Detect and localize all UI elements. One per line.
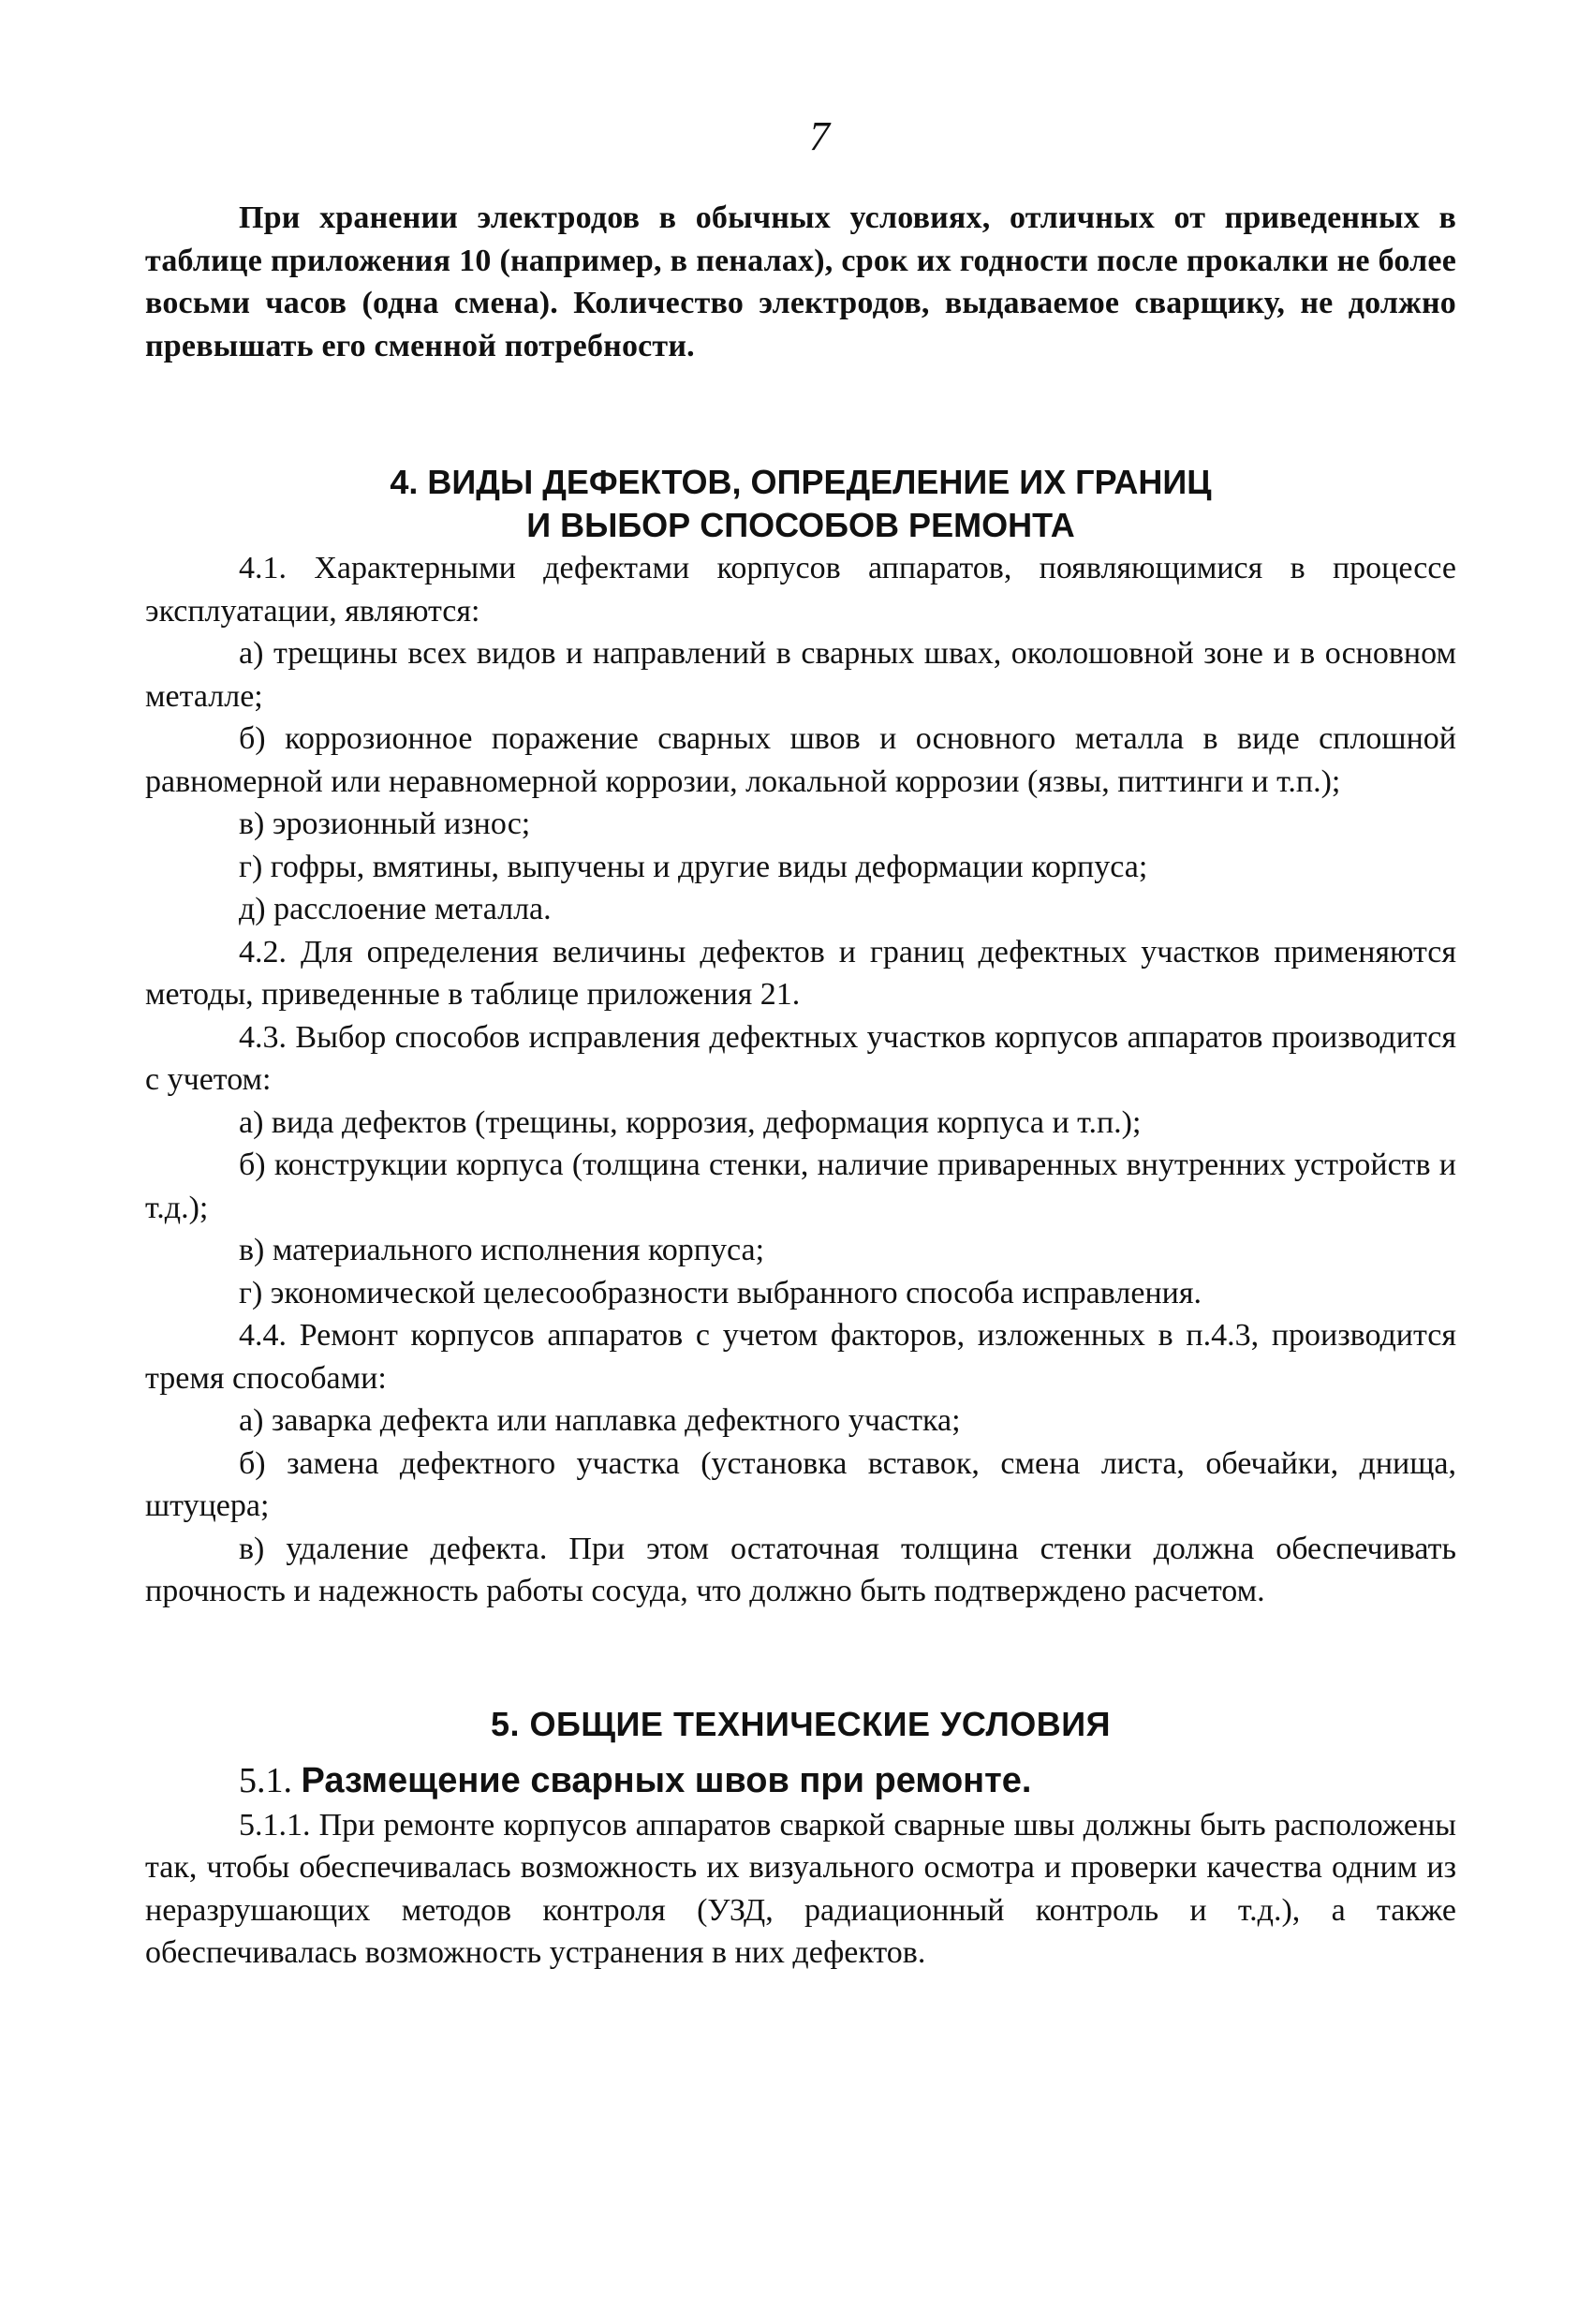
paragraph-5-1-1: 5.1.1. При ремонте корпусов аппаратов сваркой сварные швы должны быть расположены так, чтобы обеспечивалась возможность их визуального осмотра и проверки качества одним из неразрушающих методов контроля (УЗД, радиационный контроль и т.д.), а также обеспечивалась возможность устранения в них дефектов.: [145, 1807, 1456, 1970]
list-item-4-4-c: в) удаление дефекта. При этом остаточная толщина стенки должна обеспечивать прочность и надежность работы сосуда, что должно быть подтверждено расчетом.: [145, 1531, 1456, 1608]
paragraph-4-2: 4.2. Для определения величины дефектов и границ дефектных участков применяются методы, приведенные в таблице приложения 21.: [145, 934, 1456, 1012]
list-item-4-1-a: а) трещины всех видов и направлений в сварных швах, околошовной зоне и в основном металле;: [145, 636, 1456, 714]
paragraph-4-4: 4.4. Ремонт корпусов аппаратов с учетом факторов, изложенных в п.4.3, производится тремя способами:: [145, 1318, 1456, 1396]
subsection-5-1-number: 5.1.: [239, 1760, 292, 1800]
section-4-heading: [145, 461, 1456, 547]
list-item-4-3-a: а) вида дефектов (трещины, коррозия, деформация корпуса и т.п.);: [239, 1104, 1142, 1140]
intro-paragraph: При хранении электродов в обычных условиях, отличных от приведенных в таблице приложения 10 (например, в пеналах), срок их годности после прокалки не более восьми часов (одна смена). Количество электродов, выдаваемое сварщику, не должно превышать его сменной потребности.: [145, 200, 1456, 363]
list-item-4-4-b: б) замена дефектного участка (установка вставок, смена листа, обечайки, днища, штуцера;: [145, 1445, 1456, 1523]
list-item-4-1-e: д) расслоение металла.: [239, 892, 552, 926]
document-page: [145, 112, 1456, 1975]
subsection-5-1-title: Размещение сварных швов при ремонте.: [301, 1760, 1032, 1800]
section-4-body: [145, 547, 1456, 1613]
page-number: 7: [809, 113, 830, 159]
list-item-4-1-d: г) гофры, вмятины, выпучены и другие виды деформации корпуса;: [239, 849, 1148, 884]
section-4-heading-line-2: И ВЫБОР СПОСОБОВ РЕМОНТА: [526, 506, 1075, 544]
list-item-4-3-d: г) экономической целесообразности выбранного способа исправления.: [239, 1275, 1202, 1310]
section-5-heading: 5. ОБЩИЕ ТЕХНИЧЕСКИЕ УСЛОВИЯ: [490, 1704, 1112, 1743]
list-item-4-4-a: а) заварка дефекта или наплавка дефектного участка;: [239, 1403, 961, 1438]
list-item-4-1-b: б) коррозионное поражение сварных швов и основного металла в виде сплошной равномерной или неравномерной коррозии, локальной коррозии (язвы, питтинги и т.п.);: [145, 721, 1456, 799]
subsection-5-1-heading: [145, 1757, 1456, 1804]
paragraph-4-3: 4.3. Выбор способов исправления дефектных участков корпусов аппаратов производится с учетом:: [145, 1019, 1456, 1097]
paragraph-4-1: 4.1. Характерными дефектами корпусов аппаратов, появляющимися в процессе эксплуатации, являются:: [145, 551, 1456, 629]
list-item-4-3-b: б) конструкции корпуса (толщина стенки, наличие приваренных внутренних устройств и т.д.);: [145, 1147, 1456, 1225]
list-item-4-3-c: в) материального исполнения корпуса;: [239, 1233, 765, 1267]
list-item-4-1-c: в) эрозионный износ;: [239, 807, 531, 841]
section-4-heading-line-1: 4. ВИДЫ ДЕФЕКТОВ, ОПРЕДЕЛЕНИЕ ИХ ГРАНИЦ: [390, 463, 1212, 501]
